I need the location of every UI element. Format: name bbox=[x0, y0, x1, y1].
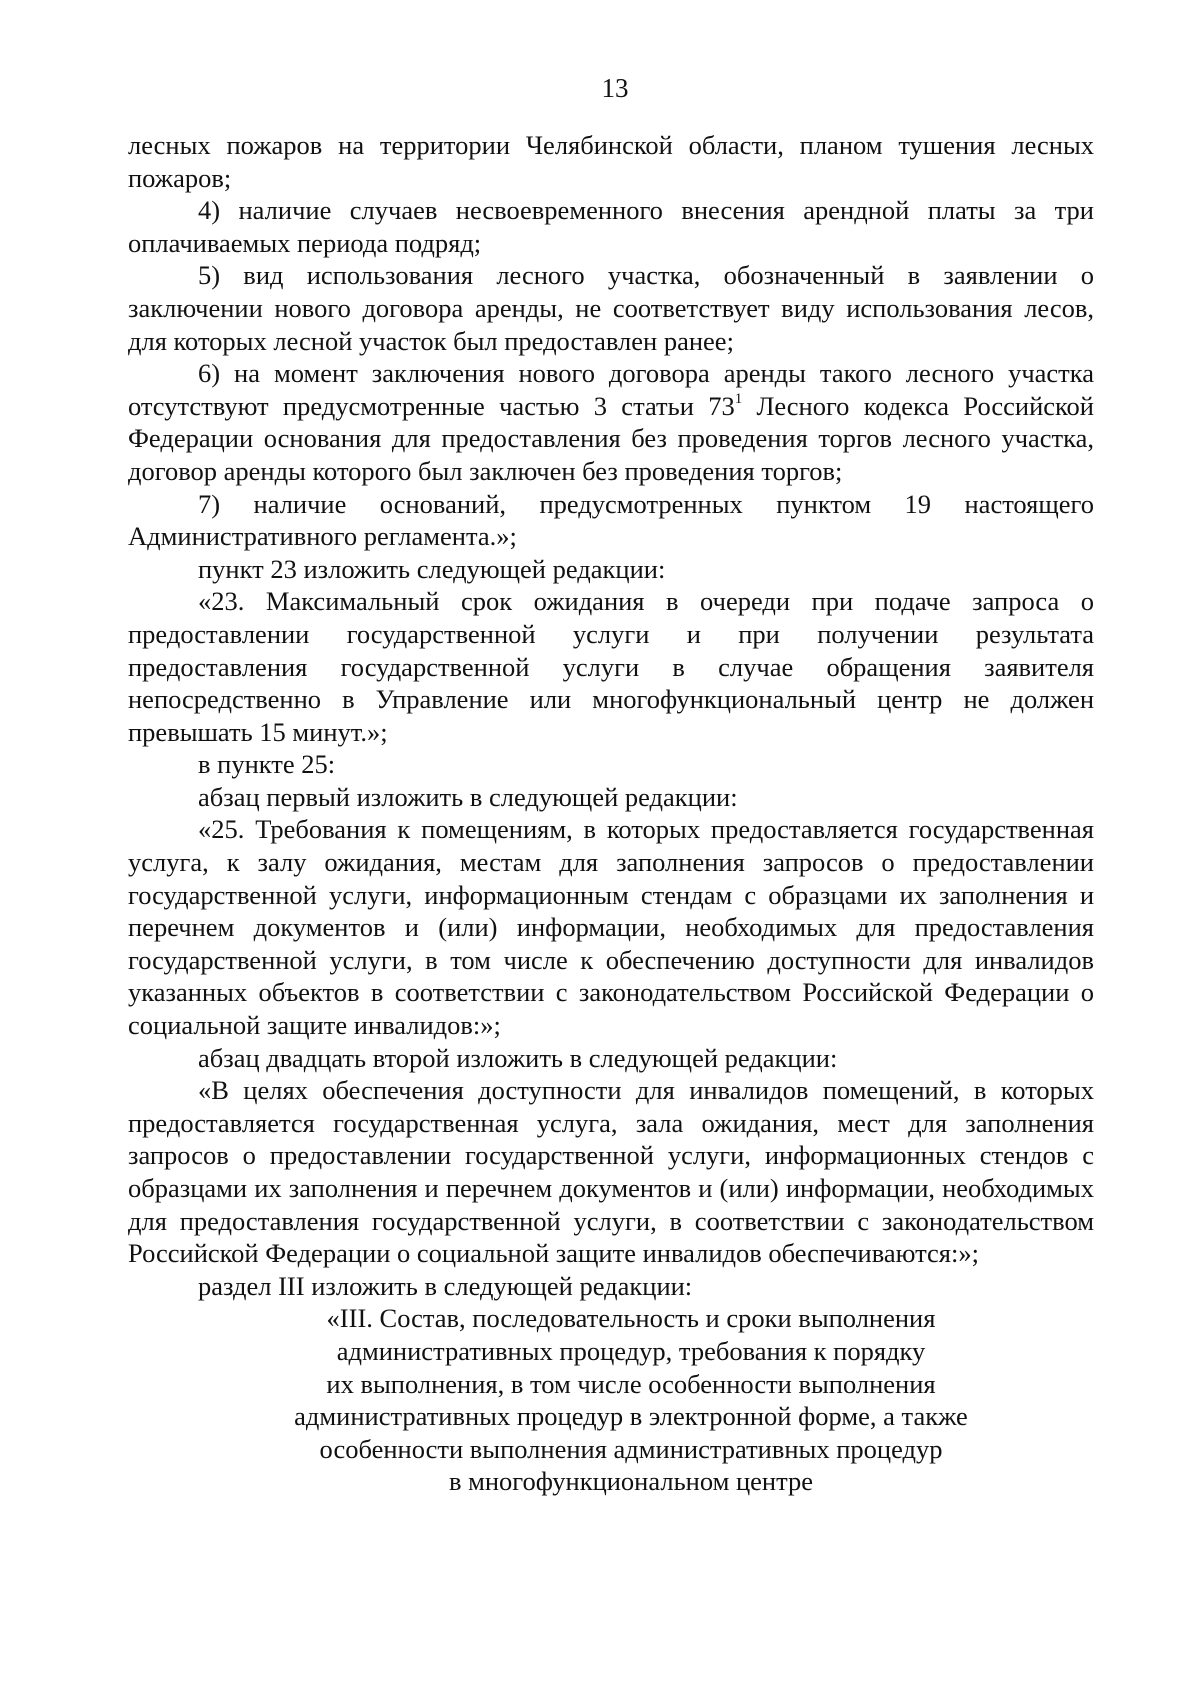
paragraph-section-3-intro: раздел III изложить в следующей редакции: bbox=[198, 1270, 693, 1301]
section-heading-line: «III. Состав, последовательность и сроки выполнения bbox=[326, 1303, 936, 1334]
paragraph-item-4: 4) наличие случаев несвоевременного внесения арендной платы за три оплачиваемых периода подряд; bbox=[128, 195, 1094, 258]
paragraph-item-6 bbox=[128, 357, 1094, 487]
section-heading-line: особенности выполнения административных процедур bbox=[319, 1433, 943, 1464]
section-3-heading bbox=[128, 1302, 1094, 1498]
paragraph-point-25-text: «25. Требования к помещениям, в которых предоставляется государственная услуга, к залу ожидания, местам для заполнения запросов о предоставлении государственной услуги, информационным стендам с образцами их заполнения и перечнем документов и (или) информации, необходимых для предоставления государственной услуги, в том числе к обеспечению доступности для инвалидов указанных объектов в соответствии с законодательством Российской Федерации о социальной защите инвалидов:»; bbox=[128, 814, 1094, 1041]
paragraph-abzac-22-intro: абзац двадцать второй изложить в следующей редакции: bbox=[198, 1042, 838, 1073]
section-heading-line: их выполнения, в том числе особенности выполнения bbox=[326, 1368, 936, 1399]
section-heading-line: в многофункциональном центре bbox=[448, 1466, 814, 1497]
paragraph-item-5: 5) вид использования лесного участка, обозначенный в заявлении о заключении нового договора аренды, не соответствует виду использования лесов, для которых лесной участок был предоставлен ранее; bbox=[128, 260, 1094, 356]
paragraph-point-23-intro: пункт 23 изложить следующей редакции: bbox=[198, 553, 666, 584]
section-heading-line: административных процедур, требования к порядку bbox=[336, 1335, 926, 1366]
section-heading-line: административных процедур в электронной форме, а также bbox=[294, 1401, 968, 1432]
paragraph-item-7: 7) наличие оснований, предусмотренных пунктом 19 настоящего Административного регламента.»; bbox=[128, 488, 1094, 552]
paragraph-first-abzac-intro: абзац первый изложить в следующей редакции: bbox=[198, 781, 738, 812]
paragraph-point-23-text: «23. Максимальный срок ожидания в очереди при подаче запроса о предоставлении государственной услуги и при получении результата предоставления государственной услуги в случае обращения заявителя непосредственно в Управление или многофункциональный центр не должен превышать 15 минут.»; bbox=[128, 586, 1094, 747]
paragraph-abzac-22-text: «В целях обеспечения доступности для инвалидов помещений, в которых предоставляется государственная услуга, зала ожидания, мест для заполнения запросов о предоставлении государственной услуги, информационных стендов с образцами их заполнения и перечнем документов и (или) информации, необходимых для предоставления государственной услуги, в соответствии с законодательством Российской Федерации о социальной защите инвалидов обеспечиваются:»; bbox=[128, 1075, 1094, 1269]
paragraph-continuation: лесных пожаров на территории Челябинской области, планом тушения лесных пожаров; bbox=[128, 130, 1094, 193]
document-body bbox=[128, 129, 1094, 1498]
paragraph-item-6-text-start: 6) на момент заключения нового договора аренды такого лесного участка отсутствуют предусмотренные частью 3 статьи 73 bbox=[128, 358, 1094, 421]
page-number: 13 bbox=[601, 73, 629, 103]
article-superscript: 1 bbox=[734, 390, 743, 407]
paragraph-point-25-intro: в пункте 25: bbox=[198, 749, 336, 780]
paragraph-item-6-text-end: Лесного кодекса Российской Федерации основания для предоставления без проведения торгов лесного участка, договор аренды которого был заключен без проведения торгов; bbox=[128, 390, 1094, 486]
